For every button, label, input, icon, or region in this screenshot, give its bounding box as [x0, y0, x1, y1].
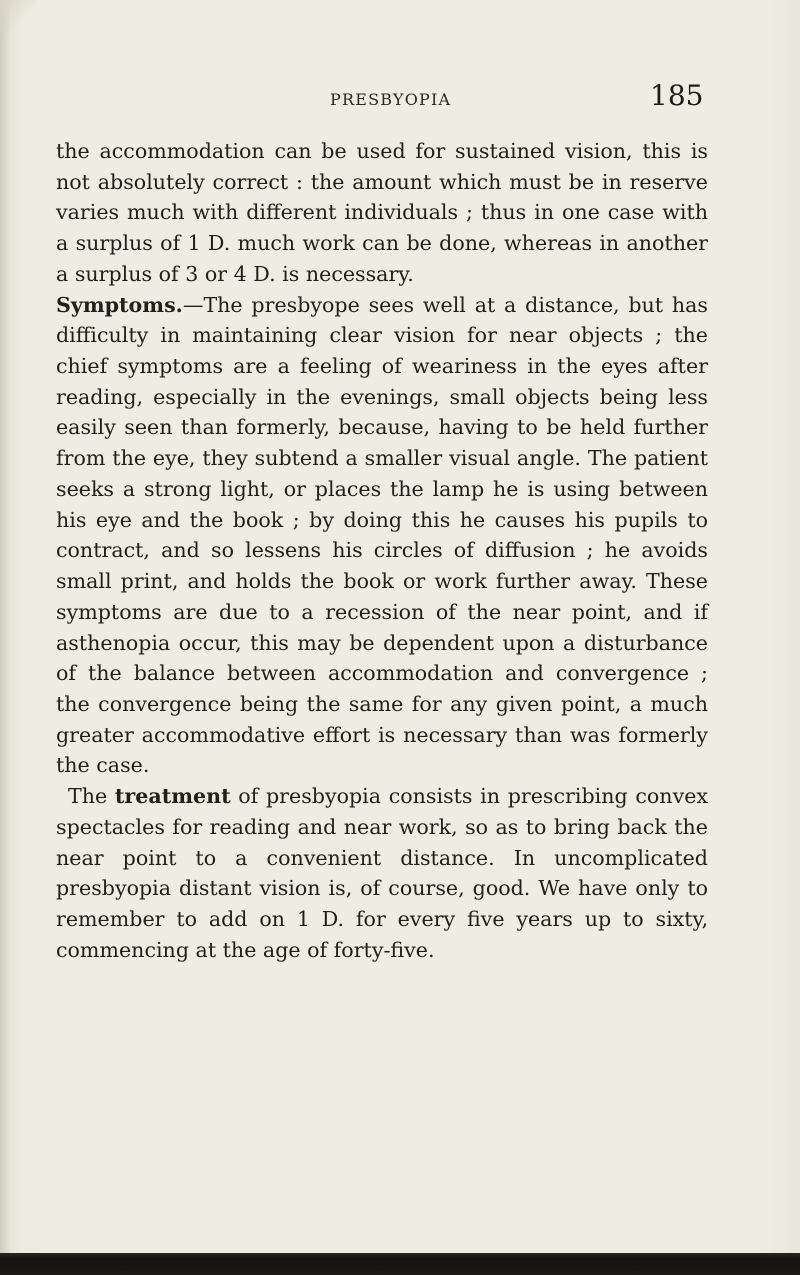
paragraph-symptoms [56, 290, 708, 782]
treatment-heading: treatment [114, 784, 231, 809]
page-bottom-edge [0, 1253, 800, 1275]
page-corner-shading [0, 0, 36, 40]
running-head: PRESBYOPIA [330, 90, 452, 109]
paragraph-continuation: the accommodation can be used for sustained vision, this is not absolutely correct : the amount which must be in reserve varies much with different individuals ; thus in one case with a surplus of 1 D. much work can be done, whereas in another a surplus of 3 or 4 D. is necessary. [56, 139, 708, 286]
treatment-text: of presbyopia consists in prescribing convex spectacles for reading and near work, so as to bring back the near point to a convenient distance. In uncomplicated presbyopia distant vision is, of course, good. We have only to remember to add on 1 D. for every five years up to sixty, commencing at the age of forty-five. [56, 784, 708, 962]
symptoms-heading: Symptoms. [56, 292, 183, 317]
symptoms-text: —The presbyope sees well at a distance, but has difficulty in maintaining clear vision for near objects ; the chief symptoms are a feeling of weariness in the eyes after reading, especially in the evenings, small objects being less easily seen than formerly, because, having to be held further from the eye, they subtend a smaller visual angle. The patient seeks a strong light, or places the lamp he is using between his eye and the book ; by doing this he causes his pupils to contract, and so lessens his circles of diffusion ; he avoids small print, and holds the book or work further away. These symptoms are due to a recession of the near point, and if asthenopia occur, this may be dependent upon a disturbance of the balance between accommodation and convergence ; the convergence being the same for any given point, a much greater accommodative effort is necessary than was formerly the case. [56, 292, 708, 778]
treatment-lead: The [68, 784, 115, 809]
paragraph-treatment [56, 781, 708, 965]
page-left-edge [0, 0, 10, 1275]
body-text [56, 136, 708, 965]
page-number: 185 [650, 79, 704, 112]
page-header [0, 79, 800, 118]
